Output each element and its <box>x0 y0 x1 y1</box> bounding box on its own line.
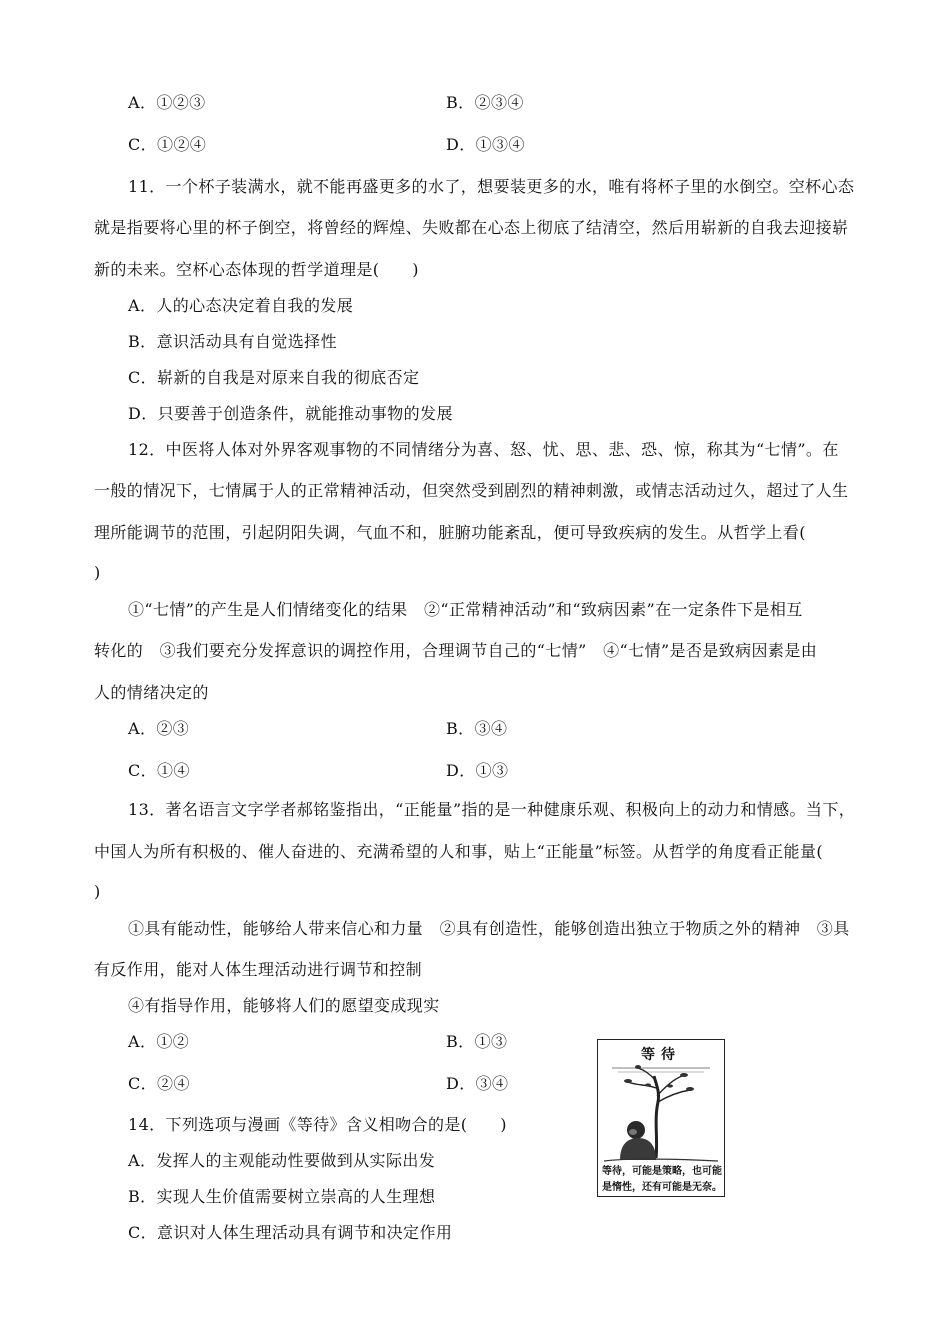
q14-stem: 14．下列选项与漫画《等待》含义相吻合的是( ) <box>128 1115 507 1134</box>
cartoon-drawing <box>598 1058 723 1164</box>
q11-stem-line: 11．一个杯子装满水，就不能再盛更多的水了，想要装更多的水，唯有将杯子里的水倒空。空杯心态 <box>128 177 855 196</box>
q12-statement-line: ①“七情”的产生是人们情绪变化的结果 ②“正常精神活动”和“致病因素”在一定条件下是相互 <box>128 600 803 619</box>
cartoon-title: 等待 <box>641 1047 681 1063</box>
q12-option-c[interactable]: C．①④ <box>128 761 190 780</box>
q13-option-a[interactable]: A．①② <box>128 1032 190 1051</box>
q12-statement-line: 转化的 ③我们要充分发挥意识的调控作用，合理调节自己的“七情” ④“七情”是否是致病因素是由 <box>94 641 818 660</box>
q13-option-c[interactable]: C．②④ <box>128 1074 190 1093</box>
q12-option-a[interactable]: A．②③ <box>128 719 190 738</box>
q11-option-a[interactable]: A．人的心态决定着自我的发展 <box>128 296 354 315</box>
q12-stem-line: 一般的情况下，七情属于人的正常精神活动，但突然受到剧烈的精神刺激，或情志活动过久，超过了人生 <box>94 481 849 500</box>
q12-stem-line: 理所能调节的范围，引起阴阳失调，气血不和，脏腑功能紊乱，便可导致疾病的发生。从哲学上看( <box>94 523 806 542</box>
q10-option-c[interactable]: C．①②④ <box>128 135 207 154</box>
q12-statement-line: 人的情绪决定的 <box>94 683 209 702</box>
q13-statement-line: 有反作用，能对人体生理活动进行调节和控制 <box>94 960 423 979</box>
q10-option-a[interactable]: A．①②③ <box>128 93 206 112</box>
q11-stem-line: 就是指要将心里的杯子倒空，将曾经的辉煌、失败都在心态上彻底了结清空，然后用崭新的自我去迎接崭 <box>94 218 849 237</box>
q11-option-b[interactable]: B．意识活动具有自觉选择性 <box>128 332 337 351</box>
q12-stem-line: 12．中医将人体对外界客观事物的不同情绪分为喜、怒、忧、思、悲、恐、惊，称其为“七情”。在 <box>128 440 839 459</box>
q14-option-c[interactable]: C．意识对人体生理活动具有调节和决定作用 <box>128 1223 453 1242</box>
q10-option-d[interactable]: D．①③④ <box>446 135 525 154</box>
q13-statement-line: ①具有能动性，能够给人带来信心和力量 ②具有创造性，能够创造出独立于物质之外的精神 ③具 <box>128 919 850 938</box>
tree-leaves <box>624 1065 694 1091</box>
cartoon-caption: 等待，可能是策略，也可能 是惰性，还有可能是无奈。 <box>602 1166 722 1193</box>
q13-stem-line: 中国人为所有积极的、催人奋进的、充满希望的人和事，贴上“正能量”标签。从哲学的角度看正能量( <box>94 842 824 861</box>
q13-option-b[interactable]: B．①③ <box>446 1032 508 1051</box>
tree-trunk <box>654 1076 659 1158</box>
q13-statement-line: ④有指导作用，能够将人们的愿望变成现实 <box>128 996 440 1015</box>
q13-stem-line: ) <box>94 882 101 901</box>
q14-option-b[interactable]: B．实现人生价值需要树立崇高的人生理想 <box>128 1187 436 1206</box>
q14-option-a[interactable]: A．发挥人的主观能动性要做到从实际出发 <box>128 1151 436 1170</box>
q11-option-c[interactable]: C．崭新的自我是对原来自我的彻底否定 <box>128 368 420 387</box>
q10-option-b[interactable]: B．②③④ <box>446 93 524 112</box>
cartoon-waiting <box>597 1039 725 1197</box>
q13-option-d[interactable]: D．③④ <box>446 1074 509 1093</box>
q13-stem-line: 13．著名语言文字学者郝铭鉴指出，“正能量”指的是一种健康乐观、积极向上的动力和情感。当下， <box>128 800 856 819</box>
waiting-figure <box>620 1121 656 1160</box>
q11-stem-line: 新的未来。空杯心态体现的哲学道理是( ) <box>94 260 419 279</box>
q12-option-d[interactable]: D．①③ <box>446 761 509 780</box>
q12-option-b[interactable]: B．③④ <box>446 719 508 738</box>
q11-option-d[interactable]: D．只要善于创造条件，就能推动事物的发展 <box>128 404 453 423</box>
q12-stem-line: ) <box>94 563 101 582</box>
